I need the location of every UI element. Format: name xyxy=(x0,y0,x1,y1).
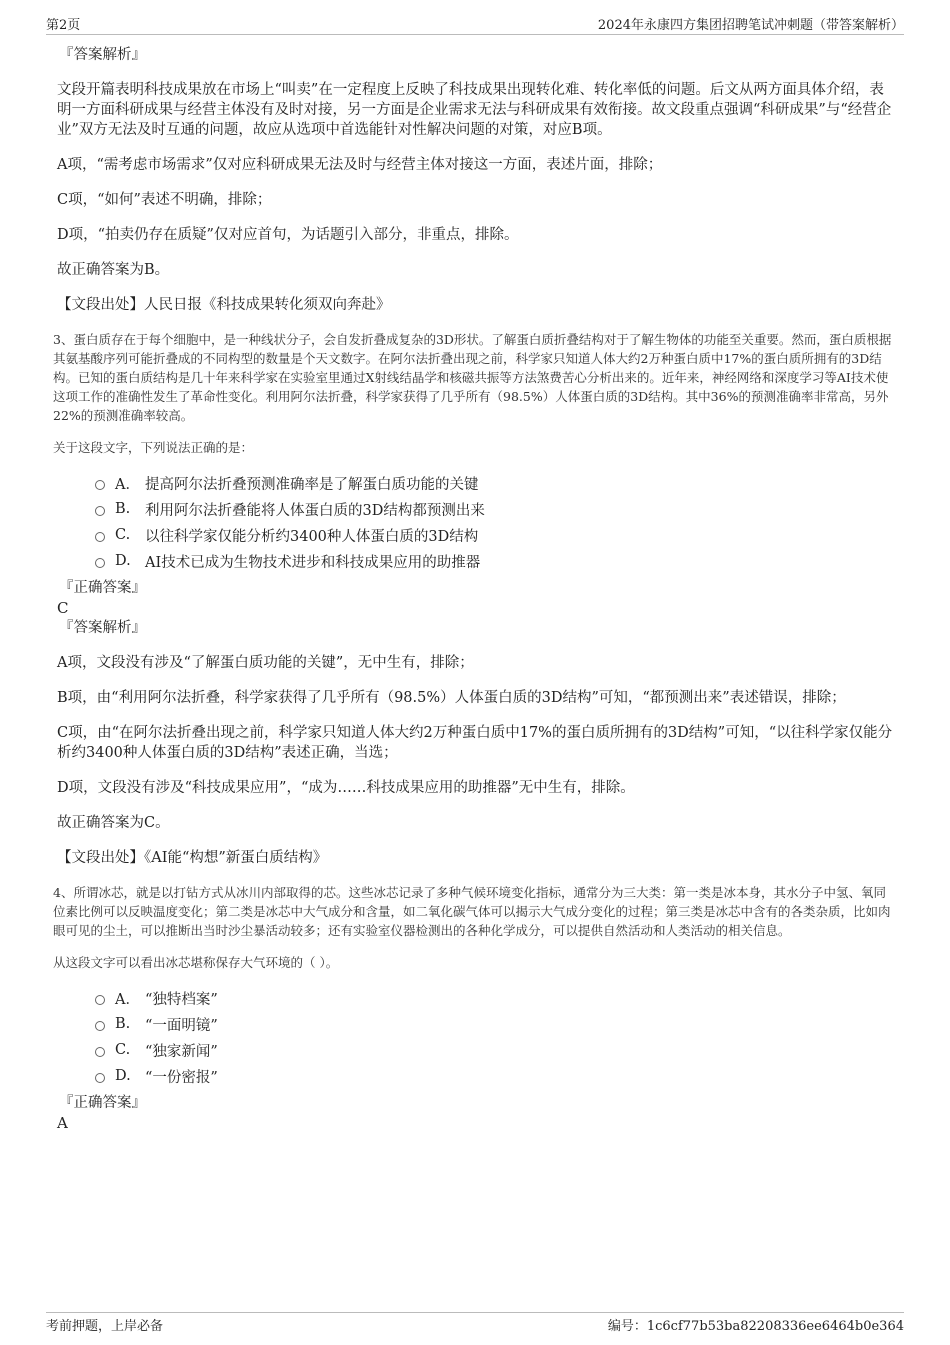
q3-passage: 3、蛋白质存在于每个细胞中，是一种线状分子，会自发折叠成复杂的3D形状。了解蛋白质折叠结构对于了解生物体的功能至关重要。然而，蛋白质根据其氨基酸序列可能折叠成的不同构型的数量是个天文数字。在阿尔法折叠出现之前，科学家只知道人体大约2万种蛋白质中17%的蛋白质所拥有的3D结构。已知的蛋白质结构是几十年来科学家在实验室里通过X射线结晶学和核磁共振等方法煞费苦心分析出来的。近年来，神经网络和深度学习等AI技术使这项工作的准确性发生了革命性变化。利用阿尔法折叠，科学家获得了几乎所有（98.5%）人体蛋白质的3D结构。其中36%的预测准确率非常高，另外22%的预测准确率较高。 xyxy=(53,332,892,423)
page-footer xyxy=(46,1312,904,1337)
q2-analysis-line-a: A项，“需考虑市场需求”仅对应科研成果无法及时与经营主体对接这一方面，表述片面，排除； xyxy=(57,157,663,173)
document-title: 2024年永康四方集团招聘笔试冲刺题（带答案解析） xyxy=(597,18,904,33)
q3-analysis-line-c: C项，由“在阿尔法折叠出现之前，科学家只知道人体大约2万种蛋白质中17%的蛋白质所拥有的3D结构”可知，“以往科学家仅能分析约3400种人体蛋白质的3D结构”表述正确，当选； xyxy=(57,725,893,761)
q4-option-c[interactable] xyxy=(95,1037,897,1063)
radio-button[interactable] xyxy=(95,1047,105,1057)
option-label: A． xyxy=(115,991,140,1008)
q3-option-c[interactable] xyxy=(95,522,897,548)
q4-correct-answer: A xyxy=(57,1114,68,1132)
q2-final-answer: 故正确答案为B。 xyxy=(57,262,170,278)
q4-correct-label: 『正确答案』 xyxy=(59,1095,146,1111)
radio-button[interactable] xyxy=(95,995,105,1005)
radio-button[interactable] xyxy=(95,480,105,490)
q2-analysis-line-c: C项，“如何”表述不明确，排除； xyxy=(57,192,272,208)
q3-source: 【文段出处】《AI能“构想”新蛋白质结构》 xyxy=(57,850,328,866)
q3-analysis-label: 『答案解析』 xyxy=(59,620,146,636)
option-label: C. xyxy=(115,527,131,543)
q3-option-b[interactable] xyxy=(95,496,897,522)
option-label: D. xyxy=(115,553,131,569)
q3-analysis-line-a: A项，文段没有涉及“了解蛋白质功能的关键”，无中生有，排除； xyxy=(57,655,474,671)
q3-correct-answer: C xyxy=(57,599,69,617)
q2-analysis-text: 文段开篇表明科技成果放在市场上“叫卖”在一定程度上反映了科技成果出现转化难、转化率低的问题。后文从两方面具体介绍，表明一方面科研成果与经营主体没有及时对接，另一方面是企业需求无法与科研成果有效衔接。故文段重点强调“科研成果”与“经营企业”双方无法及时互通的问题，故应从选项中首选能针对性解决问题的对策，对应B项。 xyxy=(57,82,892,138)
radio-button[interactable] xyxy=(95,532,105,542)
q4-option-b[interactable] xyxy=(95,1011,897,1037)
q2-analysis-line-d: D项，“拍卖仍存在质疑”仅对应首句，为话题引入部分，非重点，排除。 xyxy=(57,227,519,243)
page-header xyxy=(46,14,904,35)
option-text: 提高阿尔法折叠预测准确率是了解蛋白质功能的关键 xyxy=(145,476,479,493)
option-label: D. xyxy=(115,1068,131,1084)
q3-analysis-line-d: D项，文段没有涉及“科技成果应用”，“成为……科技成果应用的助推器”无中生有，排除。 xyxy=(57,780,635,796)
page-number: 第2页 xyxy=(46,18,81,33)
option-text: 以往科学家仅能分析约3400种人体蛋白质的3D结构 xyxy=(145,528,479,545)
q4-question: 从这段文字可以看出冰芯堪称保存大气环境的（ ）。 xyxy=(53,955,339,970)
option-label: C. xyxy=(115,1042,131,1058)
q3-analysis-line-b: B项，由“利用阿尔法折叠，科学家获得了几乎所有（98.5%）人体蛋白质的3D结构”可知，“都预测出来”表述错误，排除； xyxy=(57,690,846,706)
option-text: “一份密报” xyxy=(145,1069,218,1086)
option-text: AI技术已成为生物技术进步和科技成果应用的助推器 xyxy=(145,554,481,571)
option-label: A． xyxy=(115,476,140,493)
radio-button[interactable] xyxy=(95,558,105,568)
q3-final-answer: 故正确答案为C。 xyxy=(57,815,170,831)
option-text: “独特档案” xyxy=(145,991,218,1008)
q4-option-d[interactable] xyxy=(95,1063,897,1089)
footer-slogan: 考前押题，上岸必备 xyxy=(46,1319,164,1334)
q3-option-a[interactable] xyxy=(95,470,897,496)
q3-options xyxy=(95,470,897,574)
radio-button[interactable] xyxy=(95,1073,105,1083)
option-label: B. xyxy=(115,1016,131,1032)
q4-option-a[interactable] xyxy=(95,985,897,1011)
option-text: “一面明镜” xyxy=(145,1017,218,1034)
option-label: B. xyxy=(115,501,131,517)
option-text: “独家新闻” xyxy=(145,1043,218,1060)
document-id: 编号：1c6cf77b53ba82208336ee6464b0e364 xyxy=(607,1319,904,1334)
q4-passage: 4、所谓冰芯，就是以打钻方式从冰川内部取得的芯。这些冰芯记录了多种气候环境变化指标，通常分为三大类：第一类是冰本身，其水分子中氢、氧同位素比例可以反映温度变化；第二类是冰芯中大气成分和含量，如二氧化碳气体可以揭示大气成分变化的过程；第三类是冰芯中含有的各类杂质，比如肉眼可见的尘土，可以推断出当时沙尘暴活动较多；还有实验室仪器检测出的各种化学成分，可以提供自然活动和人类活动的相关信息。 xyxy=(53,885,891,938)
q2-source: 【文段出处】人民日报《科技成果转化须双向奔赴》 xyxy=(57,297,391,313)
option-text: 利用阿尔法折叠能将人体蛋白质的3D结构都预测出来 xyxy=(145,502,485,519)
q3-option-d[interactable] xyxy=(95,548,897,574)
q3-question: 关于这段文字，下列说法正确的是： xyxy=(53,440,254,455)
radio-button[interactable] xyxy=(95,506,105,516)
radio-button[interactable] xyxy=(95,1021,105,1031)
q3-correct-label: 『正确答案』 xyxy=(59,580,146,596)
q4-options xyxy=(95,985,897,1089)
page-content xyxy=(53,45,897,1133)
q2-analysis-label: 『答案解析』 xyxy=(59,47,146,63)
